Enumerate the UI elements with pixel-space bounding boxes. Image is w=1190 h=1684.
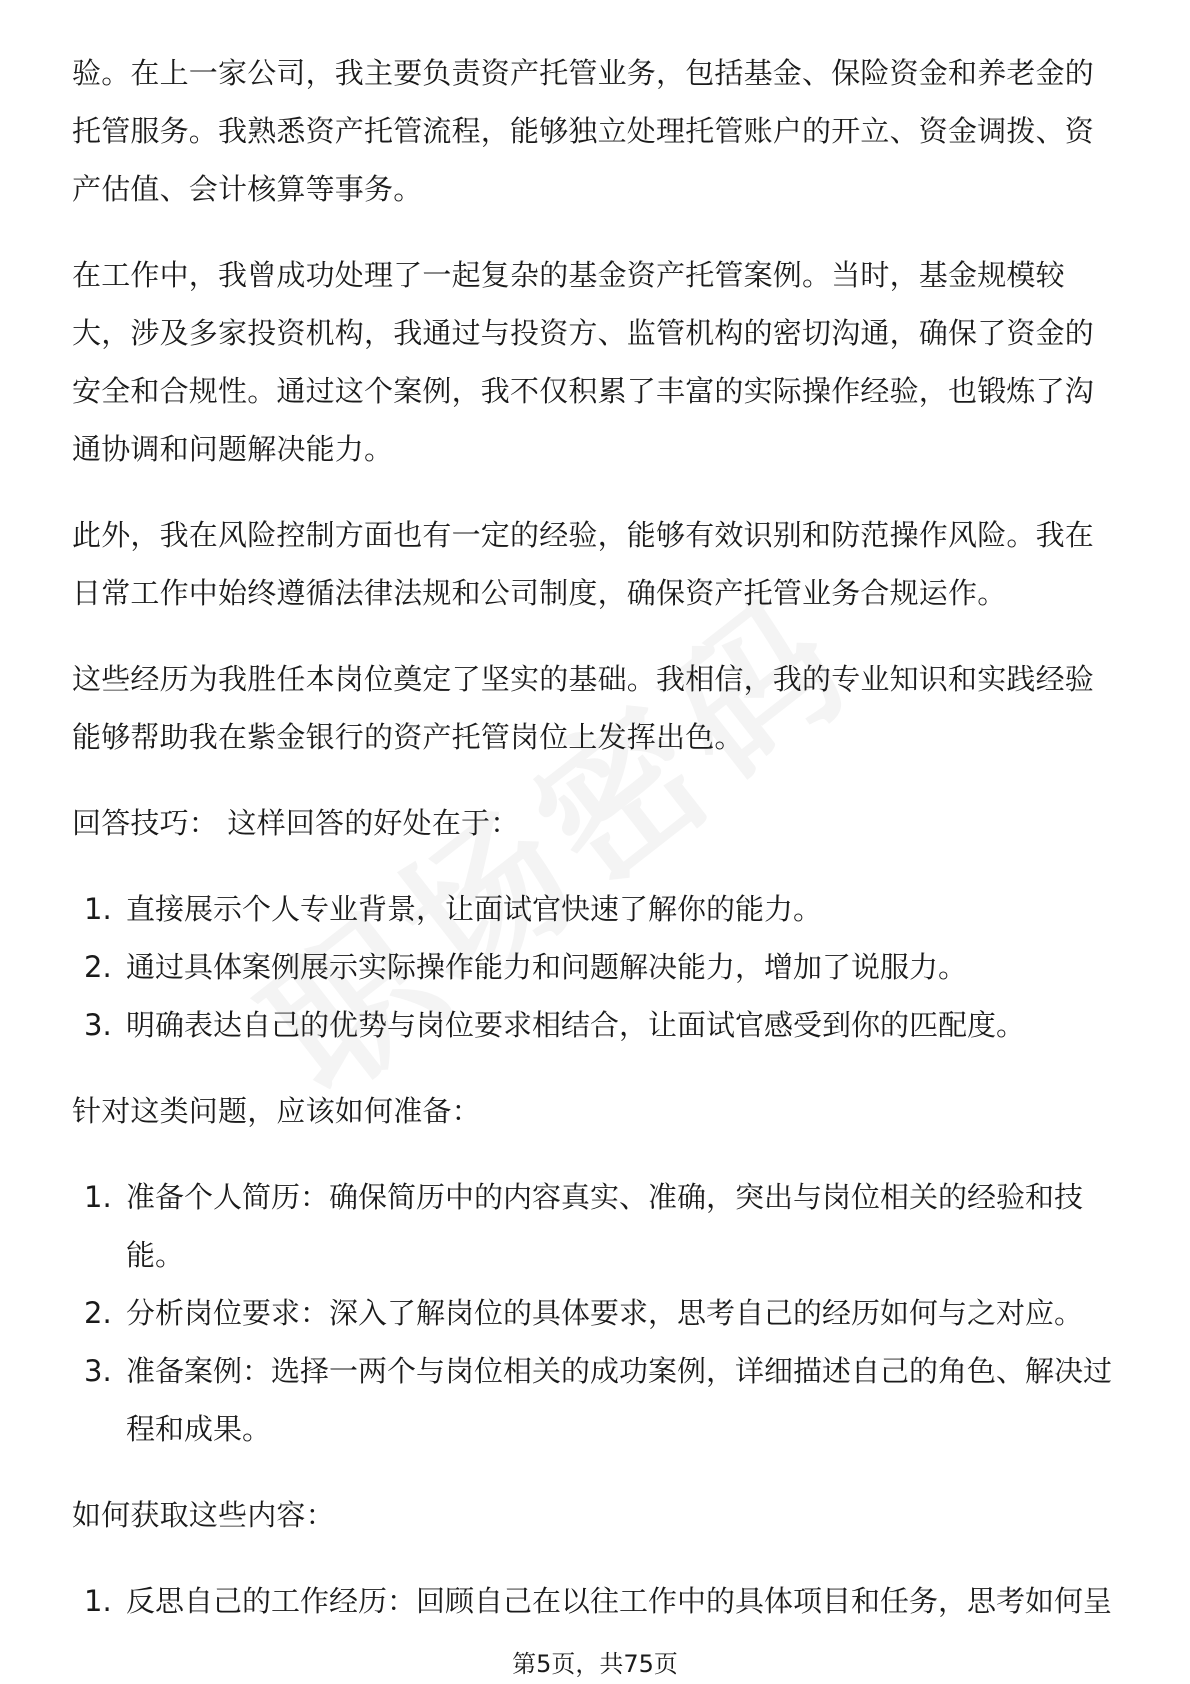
list-item (72, 1168, 1118, 1284)
page-footer: 第5页，共75页 (512, 1650, 678, 1678)
tips-heading: 回答技巧： 这样回答的好处在于： (72, 806, 520, 840)
list-item (72, 996, 1118, 1054)
list-item (72, 938, 1118, 996)
paragraph: 此外，我在风险控制方面也有一定的经验，能够有效识别和防范操作风险。我在日常工作中始终遵循法律法规和公司制度，确保资产托管业务合规运作。 (72, 518, 1095, 610)
list-number: 2. (84, 950, 112, 984)
tips-list (72, 880, 1118, 1054)
paragraph: 这些经历为我胜任本岗位奠定了坚实的基础。我相信，我的专业知识和实践经验能够帮助我在紫金银行的资产托管岗位上发挥出色。 (72, 662, 1095, 754)
list-item-text: 明确表达自己的优势与岗位要求相结合，让面试官感受到你的匹配度。 (126, 1008, 1026, 1042)
obtain-list (72, 1572, 1118, 1630)
paragraph: 在工作中，我曾成功处理了一起复杂的基金资产托管案例。当时，基金规模较大，涉及多家投资机构，我通过与投资方、监管机构的密切沟通，确保了资金的安全和合规性。通过这个案例，我不仅积累了丰富的实际操作经验，也锻炼了沟通协调和问题解决能力。 (72, 258, 1095, 466)
list-item-text: 准备案例：选择一两个与岗位相关的成功案例，详细描述自己的角色、解决过程和成果。 (126, 1354, 1113, 1446)
list-item-text: 通过具体案例展示实际操作能力和问题解决能力，增加了说服力。 (126, 950, 968, 984)
list-item (72, 1572, 1118, 1630)
obtain-heading: 如何获取这些内容： (72, 1498, 335, 1532)
paragraph: 验。在上一家公司，我主要负责资产托管业务，包括基金、保险资金和养老金的托管服务。我熟悉资产托管流程，能够独立处理托管账户的开立、资金调拨、资产估值、会计核算等事务。 (72, 56, 1095, 206)
list-number: 1. (84, 892, 112, 926)
list-number: 1. (84, 1584, 112, 1618)
prepare-list (72, 1168, 1118, 1458)
list-item (72, 1284, 1118, 1342)
list-item-text: 反思自己的工作经历：回顾自己在以往工作中的具体项目和任务，思考如何呈 (126, 1584, 1113, 1618)
list-number: 1. (84, 1180, 112, 1214)
list-item (72, 1342, 1118, 1458)
list-item (72, 880, 1118, 938)
list-number: 3. (84, 1354, 112, 1388)
prepare-heading: 针对这类问题，应该如何准备： (72, 1094, 481, 1128)
document-page (72, 44, 1118, 1658)
list-item-text: 直接展示个人专业背景，让面试官快速了解你的能力。 (126, 892, 823, 926)
list-number: 3. (84, 1008, 112, 1042)
list-item-text: 分析岗位要求：深入了解岗位的具体要求，思考自己的经历如何与之对应。 (126, 1296, 1084, 1330)
list-item-text: 准备个人简历：确保简历中的内容真实、准确，突出与岗位相关的经验和技能。 (126, 1180, 1084, 1272)
list-number: 2. (84, 1296, 112, 1330)
